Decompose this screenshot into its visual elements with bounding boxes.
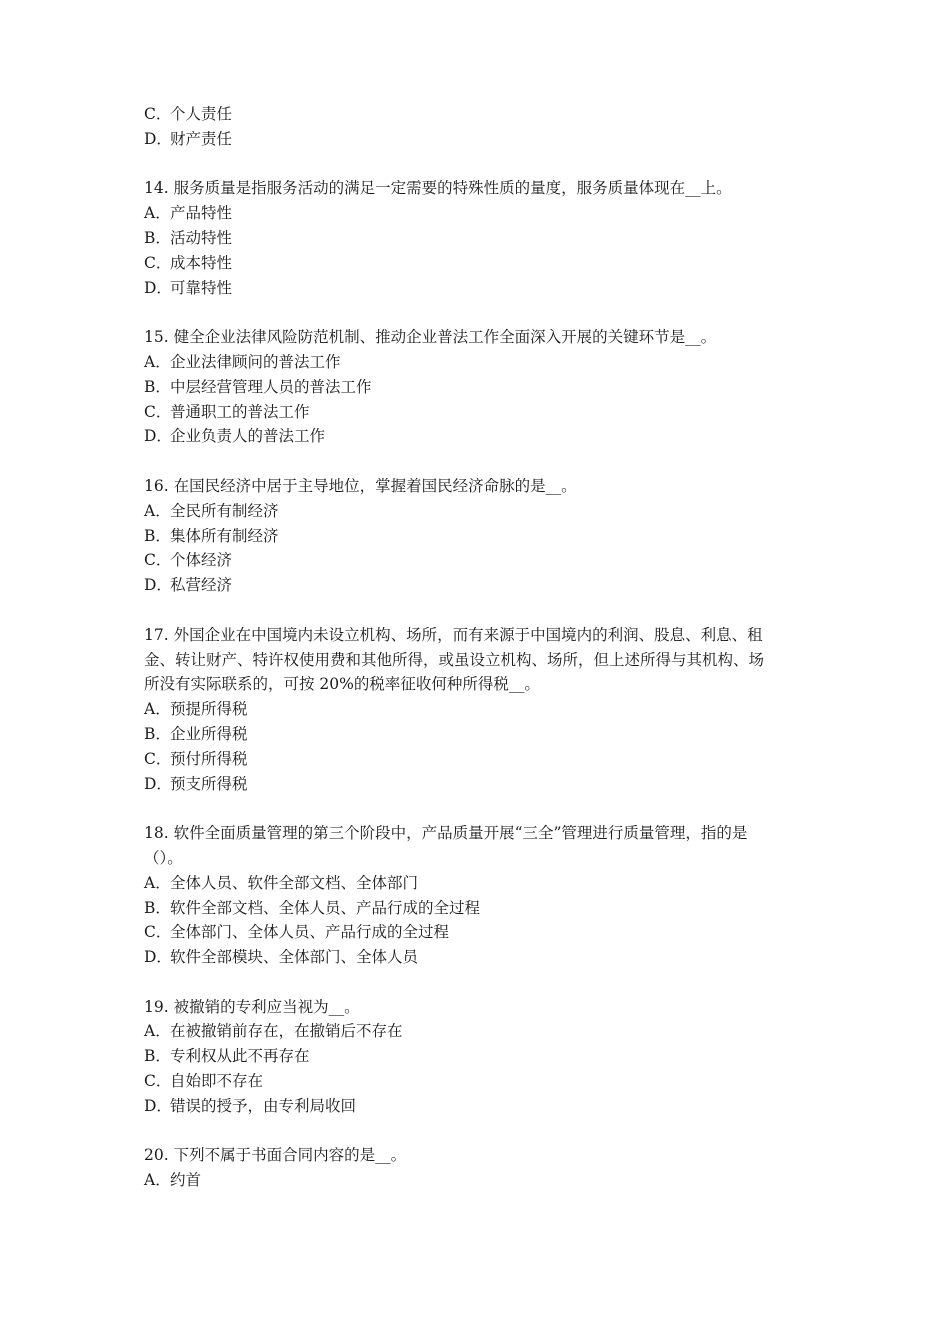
option-b: B．软件全部文档、全体人员、产品行成的全过程 (144, 898, 481, 917)
option-d: D．错误的授予，由专利局收回 (144, 1096, 357, 1115)
question-19-stem: 19. 被撤销的专利应当视为__。 (144, 997, 360, 1016)
spacer (144, 1119, 824, 1144)
spacer (144, 598, 824, 623)
spacer (144, 449, 824, 474)
option-d: D．预支所得税 (144, 774, 248, 793)
option-a: A．产品特性 (144, 204, 233, 223)
question-18-stem-line-1: 18. 软件全面质量管理的第三个阶段中，产品质量开展“三全”管理进行质量管理，指的是 (144, 824, 748, 843)
option-d: D．可靠特性 (144, 278, 233, 297)
document-page (144, 102, 824, 1193)
option-a: A．全体人员、软件全部文档、全体部门 (144, 873, 419, 892)
option-a: A．企业法律顾问的普法工作 (144, 352, 341, 371)
option-a: A．预提所得税 (144, 700, 248, 719)
option-a: A．在被撤销前存在，在撤销后不存在 (144, 1022, 403, 1041)
option-b: B．专利权从此不再存在 (144, 1047, 310, 1066)
option-a: A．全民所有制经济 (144, 501, 279, 520)
question-17-stem-line-3: 所没有实际联系的，可按 20%的税率征收何种所得税__。 (144, 675, 540, 694)
option-b: B．集体所有制经济 (144, 526, 279, 545)
option-d: D．企业负责人的普法工作 (144, 427, 326, 446)
spacer (144, 300, 824, 325)
option-c: C．成本特性 (144, 253, 233, 272)
option-b: B．活动特性 (144, 228, 233, 247)
question-16-stem: 16. 在国民经济中居于主导地位，掌握着国民经济命脉的是__。 (144, 476, 577, 495)
option-d: D．软件全部模块、全体部门、全体人员 (144, 948, 419, 967)
question-20-stem: 20. 下列不属于书面合同内容的是__。 (144, 1146, 407, 1165)
option-c: C．个体经济 (144, 551, 233, 570)
question-17-stem-line-1: 17. 外国企业在中国境内未设立机构、场所，而有来源于中国境内的利润、股息、利息、租 (144, 625, 763, 644)
option-d: D．私营经济 (144, 576, 233, 595)
spacer (144, 796, 824, 821)
question-17-stem-line-2: 金、转让财产、特许权使用费和其他所得，或虽设立机构、场所，但上述所得与其机构、场 (144, 650, 765, 669)
question-18-stem-line-2: （）。 (144, 848, 183, 867)
option-c: C．全体部门、全体人员、产品行成的全过程 (144, 923, 450, 942)
option-c: C．普通职工的普法工作 (144, 402, 310, 421)
option-c: C．预付所得税 (144, 749, 248, 768)
option-a: A．约首 (144, 1171, 202, 1190)
question-14-stem: 14. 服务质量是指服务活动的满足一定需要的特殊性质的量度，服务质量体现在__上。 (144, 179, 732, 198)
question-15-stem: 15. 健全企业法律风险防范机制、推动企业普法工作全面深入开展的关键环节是__。 (144, 328, 717, 347)
spacer (144, 970, 824, 995)
option-c: C．自始即不存在 (144, 1072, 264, 1091)
option-b: B．企业所得税 (144, 724, 248, 743)
option-d: D．财产责任 (144, 129, 233, 148)
option-b: B．中层经营管理人员的普法工作 (144, 377, 372, 396)
spacer (144, 152, 824, 177)
option-c: C．个人责任 (144, 105, 233, 123)
